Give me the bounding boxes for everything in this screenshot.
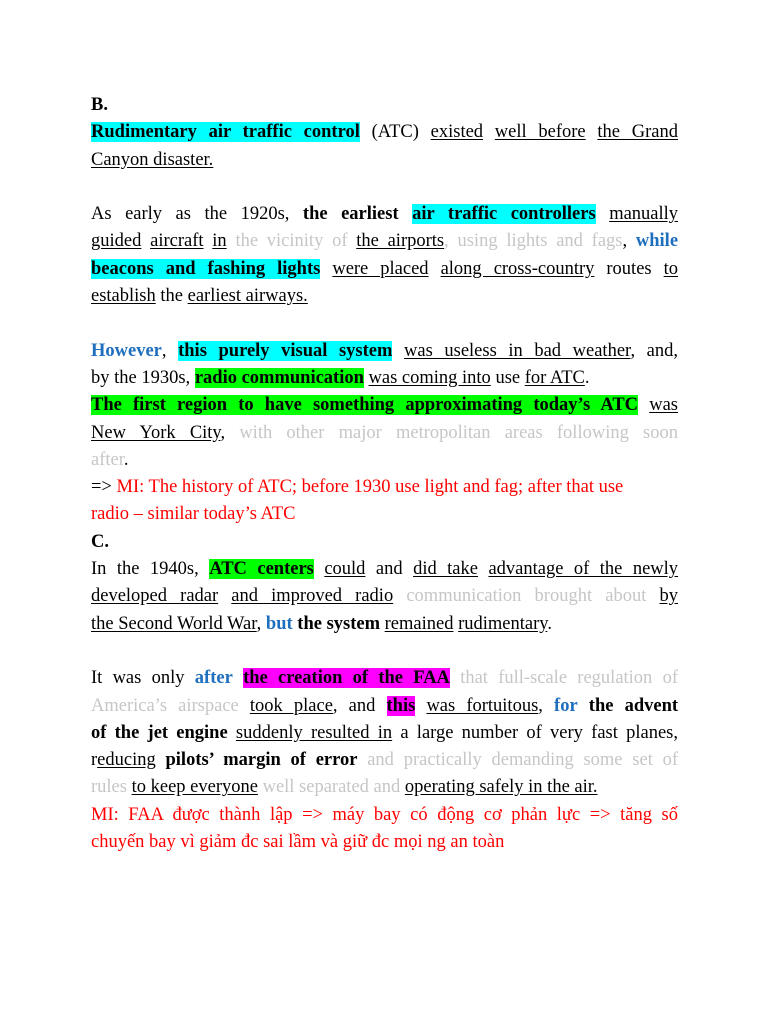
text-run: the Second World War bbox=[91, 613, 257, 634]
text-run: for bbox=[554, 695, 578, 716]
text-run: The first region to have something approximating today’s ATC bbox=[91, 395, 639, 416]
text-run: that full-scale regulation of bbox=[449, 668, 678, 689]
text-line bbox=[91, 583, 678, 610]
text-run: took place bbox=[249, 695, 333, 716]
text-run: the bbox=[155, 286, 188, 307]
text-line bbox=[91, 474, 678, 501]
text-run bbox=[399, 204, 413, 224]
text-run: remained bbox=[384, 613, 454, 634]
text-line bbox=[91, 747, 678, 774]
text-run: , bbox=[220, 422, 240, 443]
text-run: developed radar bbox=[91, 586, 219, 607]
text-run: and practically demanding some set of bbox=[357, 750, 678, 771]
text-line bbox=[91, 720, 678, 747]
text-run: It was only bbox=[91, 668, 195, 689]
text-line bbox=[91, 201, 678, 228]
text-run: , and, bbox=[630, 340, 679, 361]
text-run: B. bbox=[91, 95, 108, 115]
text-run: did take bbox=[413, 559, 478, 580]
text-run: (ATC) bbox=[359, 122, 431, 143]
text-line bbox=[91, 420, 678, 447]
text-run: rules bbox=[91, 777, 132, 798]
text-run: along cross-country bbox=[440, 258, 595, 279]
text-line bbox=[91, 92, 678, 119]
text-run: However bbox=[91, 340, 162, 361]
text-run: was bbox=[649, 395, 678, 416]
text-run: and improved radio bbox=[231, 586, 394, 607]
text-run: MI: FAA được thành lập => máy bay có động cơ phản lực => tăng số bbox=[91, 804, 678, 825]
text-run: rudimentary bbox=[458, 613, 548, 634]
text-run: but bbox=[265, 613, 293, 634]
text-run: r bbox=[91, 750, 98, 771]
text-run: was fortuitous bbox=[426, 695, 539, 716]
text-run: the earliest bbox=[302, 204, 399, 225]
text-run: to keep everyone bbox=[131, 777, 258, 798]
text-run bbox=[204, 231, 213, 251]
text-run: the creation of the FAA bbox=[243, 668, 450, 689]
text-run: manually bbox=[609, 204, 679, 225]
text-line bbox=[91, 774, 678, 801]
text-run: were placed bbox=[332, 258, 429, 279]
text-run: ATC centers bbox=[209, 559, 314, 580]
text-run: . bbox=[584, 367, 590, 388]
text-run: of the jet engine bbox=[91, 722, 228, 743]
text-run bbox=[392, 341, 404, 361]
text-run: the system bbox=[297, 613, 381, 634]
text-run: , bbox=[622, 231, 636, 252]
text-run: while bbox=[635, 231, 679, 252]
document-body bbox=[91, 92, 678, 856]
text-run bbox=[156, 750, 166, 770]
text-run bbox=[586, 122, 598, 142]
text-run: well separated and bbox=[257, 777, 405, 798]
text-run bbox=[233, 668, 243, 688]
text-run: after bbox=[91, 449, 124, 470]
text-run: could bbox=[324, 559, 366, 580]
text-run bbox=[415, 696, 426, 716]
text-run: this purely visual system bbox=[178, 340, 393, 361]
text-line bbox=[91, 665, 678, 692]
text-run: , bbox=[256, 613, 266, 634]
text-run bbox=[314, 559, 324, 579]
text-run: guided bbox=[91, 231, 142, 252]
text-run: New York City bbox=[91, 422, 221, 443]
text-run: to bbox=[663, 258, 679, 279]
text-run: communication brought about bbox=[393, 586, 660, 607]
text-line bbox=[91, 447, 678, 474]
text-line bbox=[91, 256, 678, 283]
text-run: in bbox=[212, 231, 227, 252]
text-run: use bbox=[490, 367, 525, 388]
text-run: In the 1940s, bbox=[91, 559, 210, 580]
text-run: . bbox=[547, 613, 552, 634]
text-run: beacons and fashing lights bbox=[91, 258, 321, 279]
text-run: operating safely in the air. bbox=[404, 777, 598, 798]
text-run: Rudimentary air traffic control bbox=[91, 122, 360, 143]
text-run bbox=[483, 122, 495, 142]
text-run bbox=[596, 204, 610, 224]
text-run: educing bbox=[97, 750, 156, 771]
text-line bbox=[91, 228, 678, 255]
text-run: aircraft bbox=[150, 231, 204, 252]
text-run: chuyến bay vì giảm đc sai lầm và giữ đc mọi ng an toàn bbox=[91, 832, 505, 853]
text-run: was useless in bad weather bbox=[404, 340, 631, 361]
text-run: was coming into bbox=[368, 367, 491, 388]
blank-line bbox=[91, 174, 678, 201]
text-line bbox=[91, 392, 678, 419]
text-run: existed bbox=[430, 122, 484, 143]
text-run: MI: The history of ATC; before 1930 use light and fag; after that use bbox=[116, 477, 624, 498]
text-run: As early as the 1920s, bbox=[91, 204, 303, 225]
text-run: earliest airways. bbox=[187, 286, 308, 307]
text-line bbox=[91, 365, 678, 392]
text-run: America’s airspace bbox=[91, 695, 250, 716]
text-run bbox=[429, 259, 441, 279]
text-run: the vicinity of bbox=[226, 231, 357, 252]
text-run: by bbox=[659, 586, 678, 607]
text-line bbox=[91, 147, 678, 174]
text-run: with other major metropolitan areas following soon bbox=[239, 422, 678, 443]
text-line bbox=[91, 283, 678, 310]
text-run: routes bbox=[594, 258, 664, 279]
text-run: well before bbox=[494, 122, 586, 143]
text-run: the advent bbox=[588, 695, 679, 716]
text-run: the Grand bbox=[597, 122, 678, 143]
text-line bbox=[91, 119, 678, 146]
text-run: a large number of very fast planes, bbox=[392, 722, 678, 743]
text-run bbox=[320, 259, 332, 279]
text-run: the airports bbox=[356, 231, 445, 252]
text-run: , bbox=[538, 695, 555, 716]
text-line bbox=[91, 529, 678, 556]
text-run: radio communication bbox=[194, 367, 364, 388]
text-run: for ATC bbox=[524, 367, 585, 388]
text-run: Canyon disaster. bbox=[91, 149, 214, 170]
text-run: air traffic controllers bbox=[412, 204, 596, 225]
text-run bbox=[228, 723, 236, 743]
blank-line bbox=[91, 638, 678, 665]
text-line bbox=[91, 338, 678, 365]
text-line bbox=[91, 501, 678, 528]
text-run: , using lights and fags bbox=[444, 231, 623, 252]
text-run: pilots’ margin of error bbox=[165, 750, 358, 771]
text-run: => bbox=[91, 477, 117, 498]
text-run: establish bbox=[91, 286, 156, 307]
text-line bbox=[91, 802, 678, 829]
text-run: radio – similar today’s ATC bbox=[91, 504, 296, 525]
text-line bbox=[91, 693, 678, 720]
text-run: C. bbox=[91, 531, 109, 552]
text-run bbox=[218, 586, 231, 606]
text-run bbox=[478, 559, 488, 579]
text-run: after bbox=[194, 668, 233, 689]
blank-line bbox=[91, 310, 678, 337]
text-run: . bbox=[123, 449, 129, 470]
text-run: suddenly resulted in bbox=[235, 722, 393, 743]
text-line bbox=[91, 611, 678, 638]
text-run: and bbox=[365, 559, 414, 580]
text-line bbox=[91, 556, 678, 583]
text-run: this bbox=[386, 695, 416, 716]
text-run: by the 1930s, bbox=[91, 367, 195, 388]
text-run: , bbox=[161, 340, 179, 361]
text-run: advantage of the newly bbox=[488, 559, 679, 580]
text-run bbox=[578, 696, 589, 716]
text-run bbox=[638, 395, 649, 415]
text-run bbox=[141, 231, 150, 251]
text-line bbox=[91, 829, 678, 856]
text-run: , and bbox=[332, 695, 387, 716]
